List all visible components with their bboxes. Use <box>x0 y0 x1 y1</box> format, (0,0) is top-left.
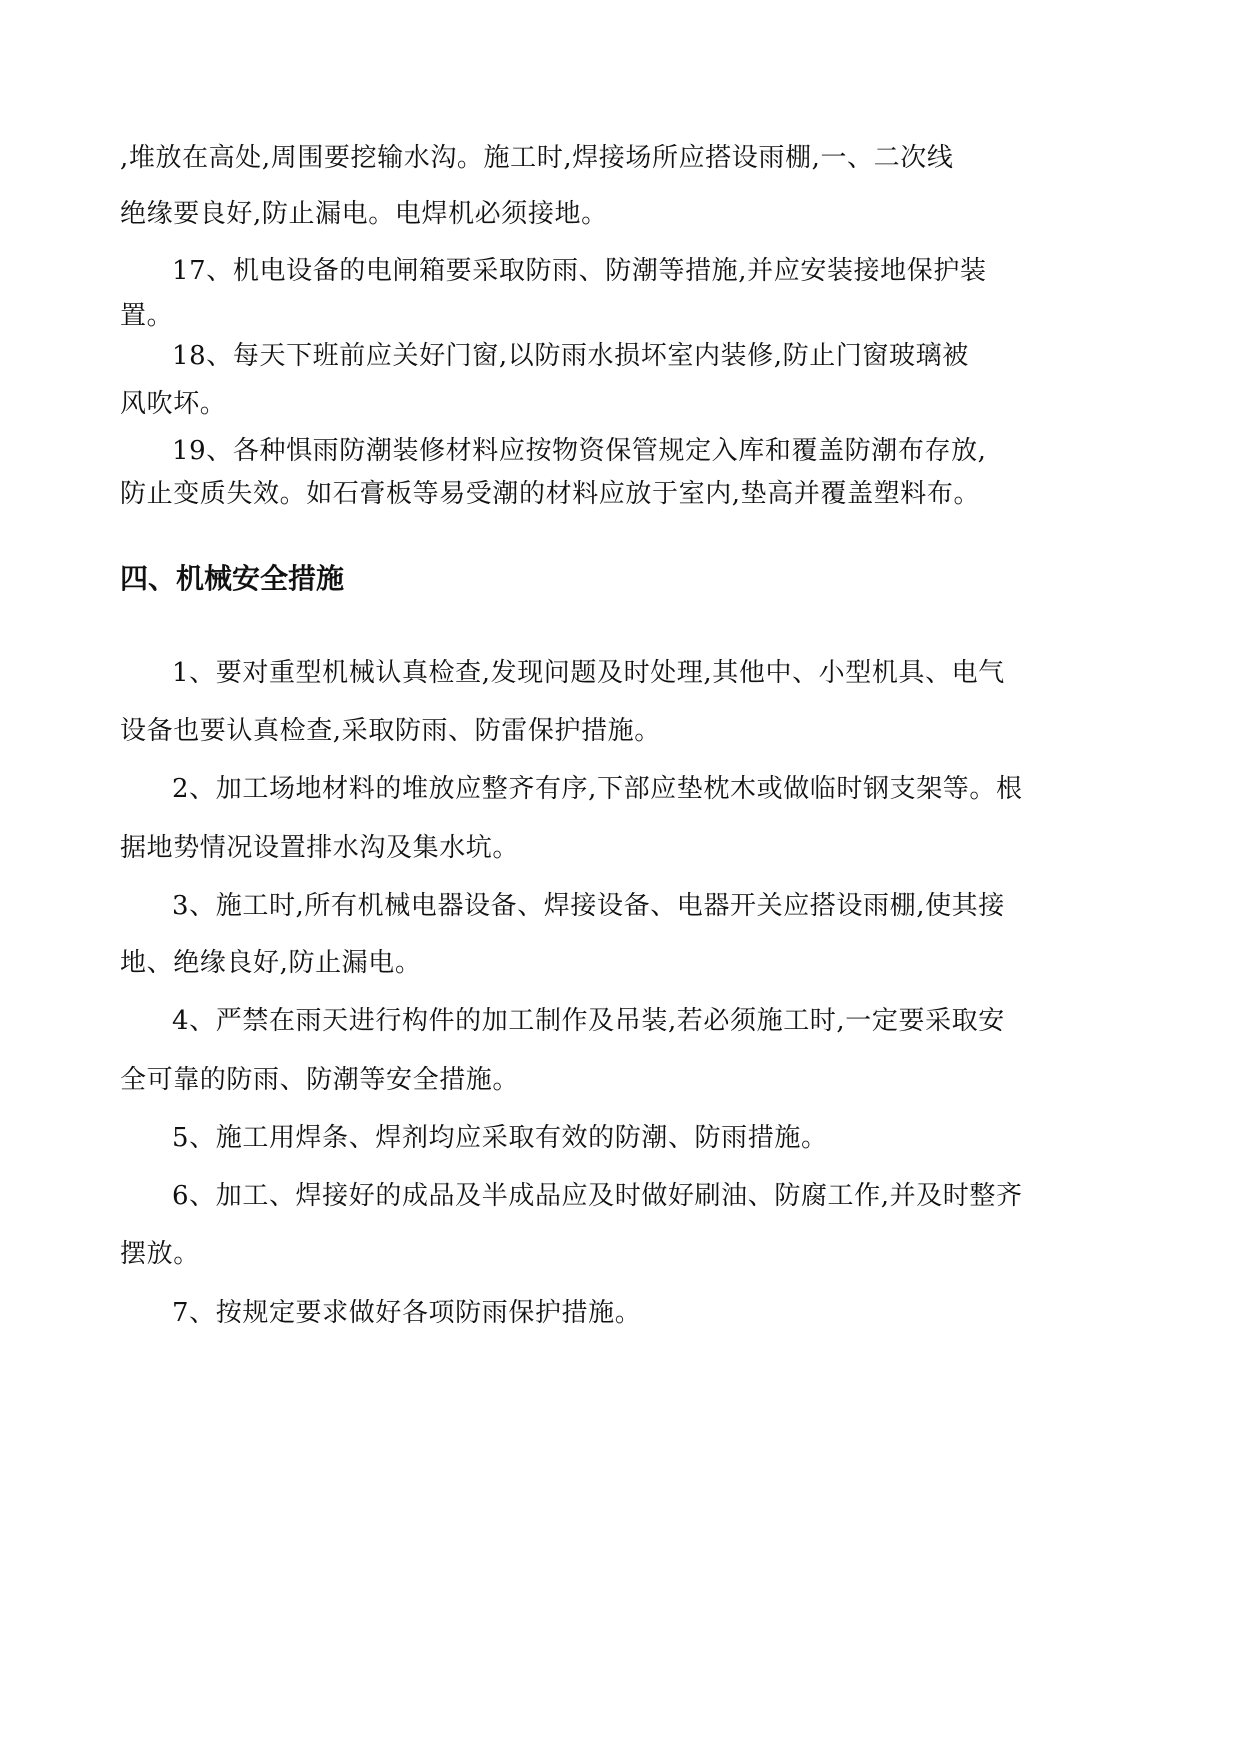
paragraph-line: 地、绝缘良好,防止漏电。 <box>120 948 422 978</box>
paragraph-line: 7、按规定要求做好各项防雨保护措施。 <box>172 1298 642 1328</box>
paragraph-line: 2、加工场地材料的堆放应整齐有序,下部应垫枕木或做临时钢支架等。根 <box>172 774 1023 804</box>
paragraph-line: 防止变质失效。如石膏板等易受潮的材料应放于室内,垫高并覆盖塑料布。 <box>120 479 981 509</box>
paragraph-line: 风吹坏。 <box>120 389 227 419</box>
paragraph-line: 绝缘要良好,防止漏电。电焊机必须接地。 <box>120 199 608 229</box>
paragraph-line: 摆放。 <box>120 1239 200 1269</box>
paragraph-line: 6、加工、焊接好的成品及半成品应及时做好刷油、防腐工作,并及时整齐 <box>172 1181 1023 1211</box>
section-heading: 四、机械安全措施 <box>120 562 345 595</box>
paragraph-line: 设备也要认真检查,采取防雨、防雷保护措施。 <box>120 716 661 746</box>
paragraph-line: 18、每天下班前应关好门窗,以防雨水损坏室内装修,防止门窗玻璃被 <box>172 341 969 371</box>
paragraph-line: ,堆放在高处,周围要挖输水沟。施工时,焊接场所应搭设雨棚,一、二次线 <box>120 143 954 173</box>
paragraph-line: 3、施工时,所有机械电器设备、焊接设备、电器开关应搭设雨棚,使其接 <box>172 891 1005 921</box>
paragraph-line: 全可靠的防雨、防潮等安全措施。 <box>120 1065 520 1095</box>
paragraph-line: 1、要对重型机械认真检查,发现问题及时处理,其他中、小型机具、电气 <box>172 658 1005 688</box>
paragraph-line: 5、施工用焊条、焊剂均应采取有效的防潮、防雨措施。 <box>172 1123 828 1153</box>
paragraph-line: 4、严禁在雨天进行构件的加工制作及吊装,若必须施工时,一定要采取安 <box>172 1006 1005 1036</box>
paragraph-line: 17、机电设备的电闸箱要采取防雨、防潮等措施,并应安装接地保护装 <box>172 256 987 286</box>
paragraph-line: 19、各种惧雨防潮装修材料应按物资保管规定入库和覆盖防潮布存放, <box>172 436 987 466</box>
paragraph-line: 置。 <box>120 301 174 331</box>
paragraph-line: 据地势情况设置排水沟及集水坑。 <box>120 833 520 863</box>
